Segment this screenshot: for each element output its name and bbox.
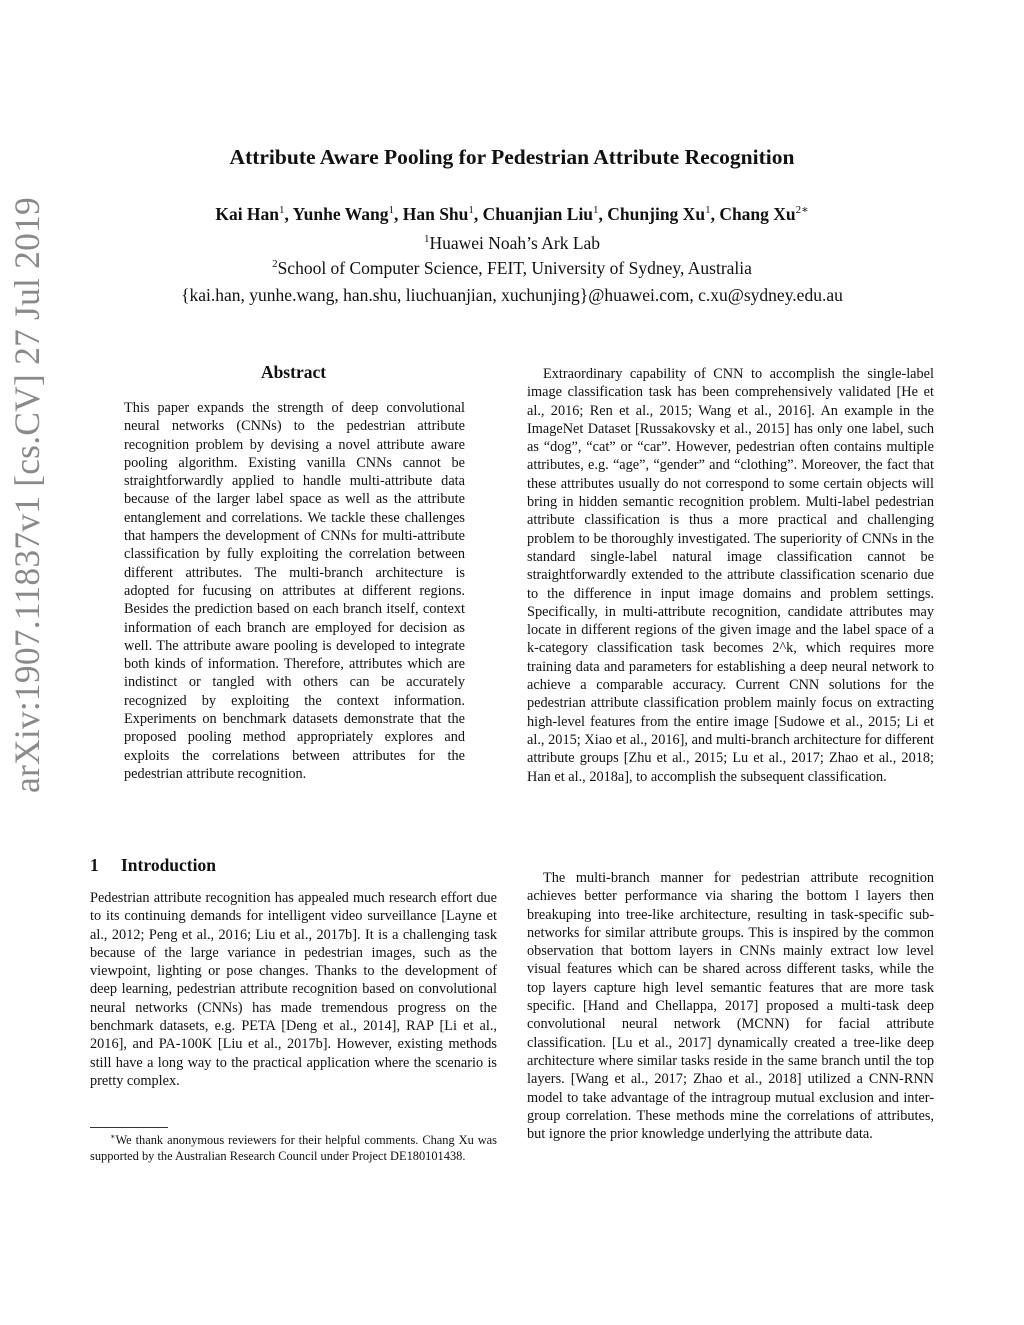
author-name: Chang Xu [719, 203, 796, 224]
footnote: ∗We thank anonymous reviewers for their helpful comments. Chang Xu was supported by the Australian Research Council under Project DE180101438. [90, 1132, 497, 1163]
intro-paragraph-right-1: Extraordinary capability of CNN to accomplish the single-label image classification task has been comprehensively validated [He et al., 2016; Ren et al., 2015; Wang et al., 2016]. An example in the ImageNet Dataset [Russakovsky et al., 2015] has only one label, such as “dog”, “cat” or “car”. However, pedestrian often contains multiple attributes, e.g. “age”, “gender” and “clothing”. Moreover, the fact that these attributes usually do not correspond to some certain objects will bring in hidden semantic recognition problem. Multi-label pedestrian attribute classification is thus a more practical and challenging problem to be thoroughly investigated. The superiority of CNNs in the standard single-label natural image classification cannot be straightforwardly extended to the attribute classification scenario due to the difference in input image domains and problem settings. Specifically, in multi-attribute recognition, candidate attributes may locate in different regions of the given image and the label space of a k-category classification task becomes 2^k, which requires more training data and parameters for establishing a deep neural network to achieve a comparable accuracy. Current CNN solutions for the pedestrian attribute classification problem mainly focus on extracting high-level features from the entire image [Sudowe et al., 2015; Li et al., 2015; Xiao et al., 2016], and multi-branch architecture for different attribute groups [Zhu et al., 2015; Lu et al., 2017; Zhao et al., 2018; Han et al., 2018a], to accomplish the subsequent classification. [527, 366, 934, 785]
section-title: Introduction [121, 855, 216, 875]
section-number: 1 [90, 855, 99, 875]
author-list: Kai Han$^1$, Yunhe Wang$^1$, Han Shu$^1$, Chuanjian Liu$^1$, Chunjing Xu$^1$, Chang $Xu^{2∗}$ [215, 203, 809, 224]
author-affiliation-mark: 1 [705, 204, 711, 216]
author-emails: {kai.han, yunhe.wang, han.shu, liuchuanjian, xuchunjing}@huawei.com, c.xu@sydney.edu.au [181, 285, 843, 305]
author-affiliation-mark: 2∗ [795, 204, 809, 216]
author-name: Kai Han [215, 203, 280, 224]
intro-paragraph-left: Pedestrian attribute recognition has appealed much research effort due to its continuing demands for intelligent video surveillance [Layne et al., 2012; Peng et al., 2016; Liu et al., 2017b]. It is a challenging task because of the large variance in pedestrian images, such as the viewpoint, lighting or pose changes. Thanks to the development of deep learning, pedestrian attribute recognition based on convolutional neural networks (CNNs) has made tremendous progress on the benchmark datasets, e.g. PETA [Deng et al., 2014], RAP [Li et al., 2016], and PA-100K [Liu et al., 2017b]. However, existing methods still have a long way to the practical application where the scenario is pretty complex. [90, 890, 497, 1089]
affiliation-2: $^2$School of Computer Science, FEIT, University of Sydney, Australia [272, 258, 752, 278]
abstract-heading: Abstract [260, 362, 327, 382]
footnote-mark: ∗ [110, 1132, 116, 1141]
author-affiliation-mark: 1 [279, 204, 285, 216]
author-name: Chuanjian Liu [482, 203, 594, 224]
intro-paragraph-right-2: The multi-branch manner for pedestrian attribute recognition achieves better performance via sharing the bottom l layers then breakuping into tree-like architecture, resulting in task-specific sub-networks for similar attribute groups. This is inspired by the common observation that bottom layers in CNNs mainly extract low level visual features which can be shared across different tasks, while the top layers capture high level semantic features that are more task specific. [Hand and Chellappa, 2017] proposed a multi-task deep convolutional neural network (MCNN) for facial attribute classification. [Lu et al., 2017] dynamically created a tree-like deep architecture where similar tasks reside in the same branch until the top layers. [Wang et al., 2017; Zhao et al., 2018] utilized a CNN-RNN model to take advantage of the intragroup mutual exclusion and inter-group correlation. These methods mine the correlations of attributes, but ignore the prior knowledge underlying the attribute data. [527, 870, 934, 1143]
author-name: Yunhe Wang [292, 203, 389, 224]
author-name: Chunjing Xu [607, 203, 706, 224]
author-affiliation-mark: 1 [468, 204, 474, 216]
arxiv-identifier-stamp: arXiv:1907.11837v1 [cs.CV] 27 Jul 2019 [7, 197, 47, 793]
affiliation-1: $^1$Huawei Noah’s Ark Lab [423, 233, 601, 253]
section-heading [90, 855, 216, 876]
author-affiliation-mark: 1 [388, 204, 394, 216]
paper-title: Attribute Aware Pooling for Pedestrian Attribute Recognition [229, 145, 795, 169]
author-name: Han Shu [402, 203, 469, 224]
abstract-text: This paper expands the strength of deep convolutional neural networks (CNNs) to the pedestrian attribute recognition problem by devising a novel attribute aware pooling algorithm. Existing vanilla CNNs cannot be straightforwardly applied to handle multi-attribute data because of the larger label space as well as the attribute entanglement and correlations. We tackle these challenges that hampers the development of CNNs for multi-attribute classification by fully exploiting the correlation between different attributes. The multi-branch architecture is adopted for fucusing on attributes at different regions. Besides the prediction based on each branch itself, context information of each branch are employed for decision as well. The attribute aware pooling is developed to integrate both kinds of information. Therefore, attributes which are indistinct or tangled with others can be accurately recognized by exploiting the context information. Experiments on benchmark datasets demonstrate that the proposed pooling method appropriately explores and exploits the correlations between attributes for the pedestrian attribute recognition. [124, 400, 465, 782]
author-affiliation-mark: 1 [593, 204, 599, 216]
footnote-divider [90, 1127, 168, 1128]
